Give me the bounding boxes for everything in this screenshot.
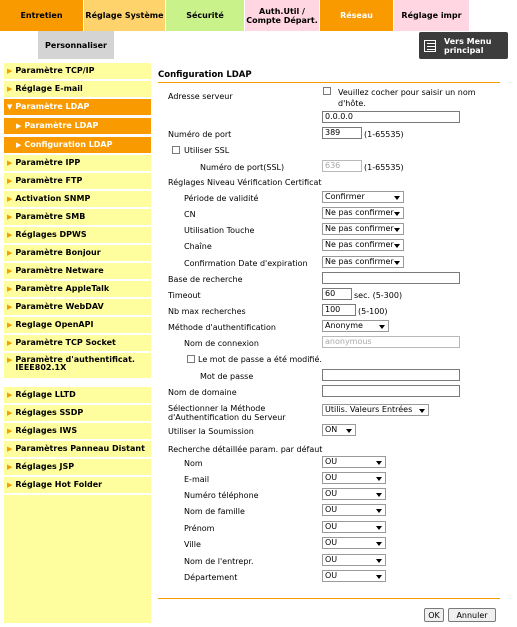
detail-label-company: Nom de l'entrepr. [184, 557, 254, 566]
arrow-right-icon: ▶ [16, 122, 22, 130]
referral-select[interactable]: ON [322, 424, 356, 436]
detail-label-phone: Numéro téléphone [184, 491, 259, 500]
arrow-right-icon: ▶ [7, 391, 13, 399]
menu-icon [424, 40, 436, 52]
detail-label-surname: Nom de famille [184, 507, 245, 516]
arrow-down-icon: ▼ [7, 103, 13, 111]
key-usage-label: Utilisation Touche [184, 226, 255, 235]
arrow-right-icon: ▶ [7, 356, 13, 364]
expiry-label: Confirmation Date d'expiration [184, 259, 308, 268]
page-title: Configuration LDAP [158, 70, 252, 80]
ssl-label: Utiliser SSL [184, 146, 230, 155]
arrow-right-icon: ▶ [7, 481, 13, 489]
sidebar-filler [4, 495, 151, 623]
arrow-right-icon: ▶ [7, 427, 13, 435]
sidebar-item-ldap[interactable]: ▼ Paramètre LDAP [4, 99, 151, 116]
domain-name-input[interactable] [322, 385, 460, 397]
arrow-right-icon: ▶ [7, 285, 13, 293]
cn-select[interactable]: Ne pas confirmer [322, 207, 404, 219]
domain-name-label: Nom de domaine [168, 388, 237, 397]
tab-system[interactable]: Réglage Système [84, 0, 166, 31]
detail-select-department[interactable]: OU [322, 570, 386, 582]
sidebar-item-appletalk[interactable]: ▶ Paramètre AppleTalk [4, 281, 151, 298]
customize-button[interactable]: Personnaliser [38, 31, 114, 59]
detail-select-company[interactable]: OU [322, 554, 386, 566]
timeout-label: Timeout [168, 291, 201, 300]
ok-button[interactable]: OK [424, 608, 444, 622]
timeout-input[interactable]: 60 [322, 288, 352, 300]
detail-label-name: Nom [184, 459, 203, 468]
arrow-right-icon: ▶ [7, 303, 13, 311]
top-tabs [0, 0, 517, 31]
detail-select-phone[interactable]: OU [322, 488, 386, 500]
ssl-port-range: (1-65535) [364, 163, 404, 172]
sidebar-item-ieee8021x[interactable]: ▶ Paramètre d'authentificat. IEEE802.1X [4, 353, 151, 379]
sidebar [4, 63, 151, 623]
login-name-input[interactable]: anonymous [322, 336, 460, 348]
arrow-right-icon: ▶ [7, 177, 13, 185]
port-range: (1-65535) [364, 130, 404, 139]
hostname-check-label: Veuillez cocher pour saisir un nom d'hôte. [338, 88, 476, 108]
main-menu-label: Vers Menu principal [443, 36, 492, 55]
arrow-right-icon: ▶ [7, 195, 13, 203]
port-label: Numéro de port [168, 130, 232, 139]
expiry-select[interactable]: Ne pas confirmer [322, 256, 404, 268]
arrow-right-icon: ▶ [7, 85, 13, 93]
sidebar-item-tcpip[interactable]: ▶ Paramètre TCP/IP [4, 63, 151, 80]
detail-search-label: Recherche détaillée param. par défaut [168, 445, 323, 454]
password-label: Mot de passe [200, 372, 254, 381]
key-usage-select[interactable]: Ne pas confirmer [322, 223, 404, 235]
sidebar-item-bonjour[interactable]: ▶ Paramètre Bonjour [4, 245, 151, 262]
validity-label: Période de validité [184, 194, 259, 203]
ssl-checkbox[interactable] [172, 146, 180, 154]
detail-label-email: E-mail [184, 475, 210, 484]
tab-print[interactable]: Réglage impr [394, 0, 470, 31]
chain-select[interactable]: Ne pas confirmer [322, 239, 404, 251]
max-results-label: Nb max recherches [168, 307, 246, 316]
validity-select[interactable]: Confirmer [322, 191, 404, 203]
arrow-right-icon: ▶ [16, 141, 22, 149]
sidebar-item-snmp[interactable]: ▶ Activation SNMP [4, 191, 151, 208]
chain-label: Chaîne [184, 242, 212, 251]
port-input[interactable]: 389 [322, 127, 362, 139]
detail-select-city[interactable]: OU [322, 537, 386, 549]
divider-bottom [158, 598, 500, 599]
sidebar-item-ssdp[interactable]: ▶ Réglages SSDP [4, 405, 151, 422]
sidebar-item-openapi[interactable]: ▶ Reglage OpenAPI [4, 317, 151, 334]
detail-select-name[interactable]: OU [322, 456, 386, 468]
search-base-input[interactable] [322, 272, 460, 284]
cert-verify-label: Réglages Niveau Vérification Certificat [168, 178, 322, 187]
arrow-right-icon: ▶ [7, 249, 13, 257]
cn-label: CN [184, 210, 196, 219]
server-address-input[interactable]: 0.0.0.0 [322, 111, 460, 123]
detail-label-city: Ville [184, 540, 201, 549]
arrow-right-icon: ▶ [7, 267, 13, 275]
referral-label: Utiliser la Soumission [168, 427, 254, 436]
sidebar-item-email[interactable]: ▶ Réglage E-mail [4, 81, 151, 98]
sidebar-item-jsp[interactable]: ▶ Réglages JSP [4, 459, 151, 476]
divider-top [158, 82, 500, 83]
password-changed-checkbox[interactable] [187, 355, 195, 363]
sidebar-item-iws[interactable]: ▶ Réglages IWS [4, 423, 151, 440]
sub-toolbar [0, 31, 517, 61]
arrow-right-icon: ▶ [7, 231, 13, 239]
cancel-button[interactable]: Annuler [448, 608, 496, 622]
server-address-label: Adresse serveur [168, 92, 233, 101]
sidebar-item-ftp[interactable]: ▶ Paramètre FTP [4, 173, 151, 190]
sidebar-item-smb[interactable]: ▶ Paramètre SMB [4, 209, 151, 226]
arrow-right-icon: ▶ [7, 463, 13, 471]
arrow-right-icon: ▶ [7, 159, 13, 167]
arrow-right-icon: ▶ [7, 339, 13, 347]
password-input[interactable] [322, 369, 460, 381]
arrow-right-icon: ▶ [7, 321, 13, 329]
tab-maintenance[interactable]: Entretien [0, 0, 84, 31]
sidebar-item-tcp-socket[interactable]: ▶ Paramètre TCP Socket [4, 335, 151, 352]
timeout-unit: sec. (5-300) [354, 291, 403, 300]
auth-method-select[interactable]: Anonyme [322, 320, 389, 332]
arrow-right-icon: ▶ [7, 445, 13, 453]
password-changed-label: Le mot de passe a été modifié. [198, 355, 322, 364]
sidebar-item-hot-folder[interactable]: ▶ Réglage Hot Folder [4, 477, 151, 494]
arrow-right-icon: ▶ [7, 409, 13, 417]
sidebar-item-lltd[interactable]: ▶ Réglage LLTD [4, 387, 151, 404]
server-auth-label-line1: Sélectionner la Méthode [168, 404, 266, 413]
detail-select-surname[interactable]: OU [322, 504, 386, 516]
sidebar-subitem-ldap-config[interactable]: ▶ Configuration LDAP [4, 137, 151, 154]
main-menu-button[interactable] [419, 32, 508, 59]
sidebar-subitem-ldap-settings[interactable]: ▶ Paramètre LDAP [4, 118, 151, 135]
tab-network[interactable]: Réseau [320, 0, 394, 31]
max-results-input[interactable]: 100 [322, 304, 356, 316]
ssl-port-input[interactable]: 636 [322, 160, 362, 172]
detail-label-firstname: Prénom [184, 524, 215, 533]
detail-select-email[interactable]: OU [322, 472, 386, 484]
search-base-label: Base de recherche [168, 275, 243, 284]
detail-select-firstname[interactable]: OU [322, 521, 386, 533]
sidebar-item-dpws[interactable]: ▶ Réglages DPWS [4, 227, 151, 244]
sidebar-item-remote-panel[interactable]: ▶ Paramètres Panneau Distant [4, 441, 151, 458]
sidebar-item-ipp[interactable]: ▶ Paramètre IPP [4, 155, 151, 172]
max-results-range: (5-100) [358, 307, 388, 316]
ssl-port-label: Numéro de port(SSL) [200, 163, 285, 172]
detail-label-department: Département [184, 573, 238, 582]
sidebar-item-netware[interactable]: ▶ Paramètre Netware [4, 263, 151, 280]
tab-user-auth[interactable]: Auth.Util / Compte Départ. [245, 0, 320, 31]
tab-security[interactable]: Sécurité [166, 0, 245, 31]
server-auth-select[interactable]: Utilis. Valeurs Entrées [322, 404, 429, 416]
auth-method-label: Méthode d'authentification [168, 323, 276, 332]
arrow-right-icon: ▶ [7, 67, 13, 75]
sidebar-item-webdav[interactable]: ▶ Paramètre WebDAV [4, 299, 151, 316]
hostname-checkbox[interactable] [323, 87, 331, 95]
server-auth-label-line2: d'Authentification du Serveur [168, 413, 286, 422]
arrow-right-icon: ▶ [7, 213, 13, 221]
login-name-label: Nom de connexion [184, 339, 259, 348]
